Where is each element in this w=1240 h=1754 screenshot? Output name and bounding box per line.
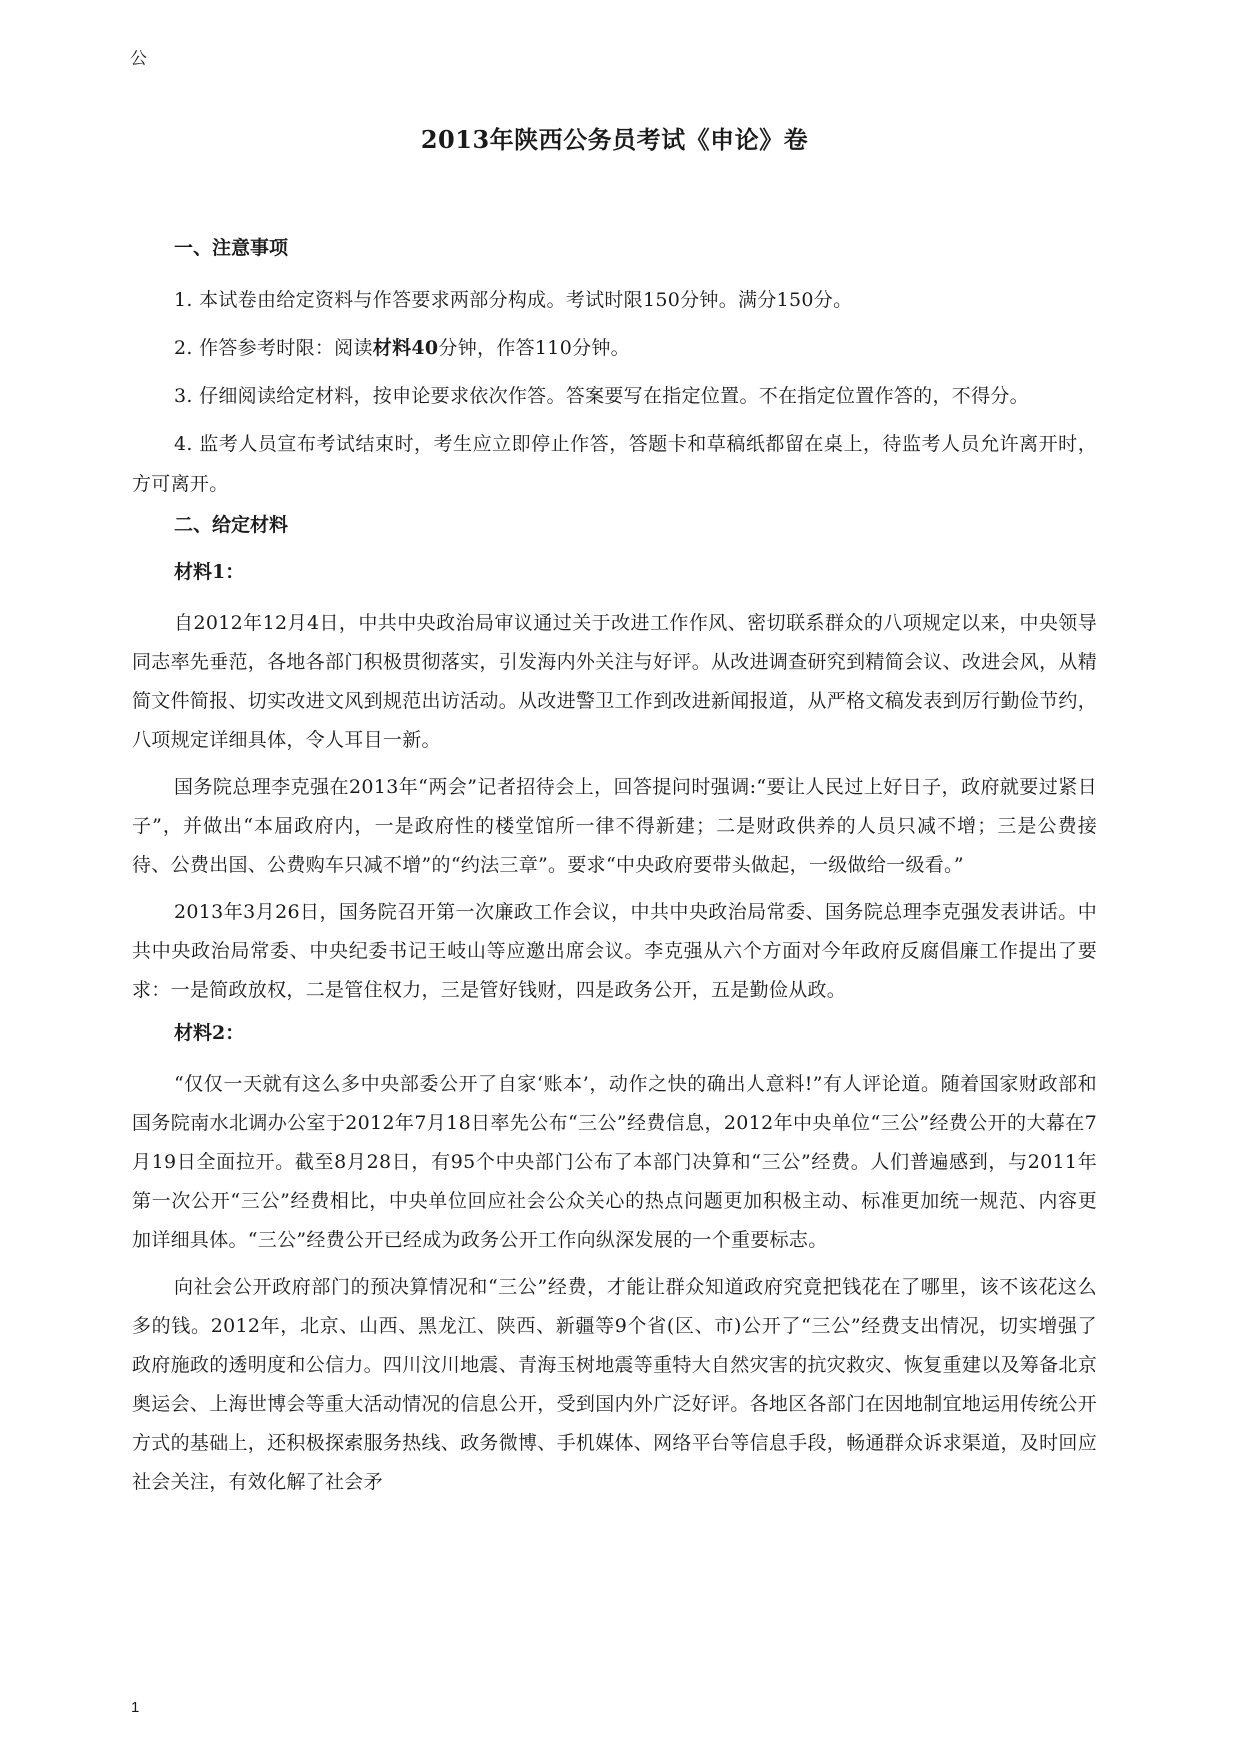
notice-item-1: 1. 本试卷由给定资料与作答要求两部分构成。考试时限150分钟。满分150分。 (174, 289, 853, 311)
notice-item-2-bold: 材料40 (372, 337, 439, 359)
section2-heading: 二、给定材料 (174, 514, 289, 536)
section1-heading: 一、注意事项 (174, 237, 289, 259)
notice-item-2 (132, 328, 1097, 368)
material2-paragraph: “仅仅一天就有这么多中央部委公开了自家‘账本’，动作之快的确出人意料!”有人评论道。随着国家财政部和国务院南水北调办公室于2012年7月18日率先公布“三公”经费信息，2012年中央单位“三公”经费公开的大幕在7月19日全面拉开。截至8月28日，有95个中央部门公布了本部门决算和“三公”经费。人们普遍感到，与2011年第一次公开“三公”经费相比，中央单位回应社会公众关心的热点问题更加积极主动、标准更加统一规范、内容更加详细具体。“三公”经费公开已经成为政务公开工作向纵深发展的一个重要标志。 (132, 1073, 1097, 1251)
page-title: 2013年陕西公务员考试《申论》卷 (420, 125, 809, 154)
notice-item-4: 4. 监考人员宣布考试结束时，考生应立即停止作答，答题卡和草稿纸都留在桌上，待监考人员允许离开时，方可离开。 (132, 433, 1097, 495)
header-mark: 公 (130, 49, 147, 69)
notice-item-2-suffix: 分钟，作答110分钟。 (438, 337, 630, 359)
material1-paragraph: 国务院总理李克强在2013年“两会”记者招待会上，回答提问时强调:“要让人民过上好日子，政府就要过紧日子”，并做出“本届政府内，一是政府性的楼堂馆所一律不得新建；二是财政供养的人员只减不增；三是公费接待、公费出国、公费购车只减不增”的“约法三章”。要求“中央政府要带头做起，一级做给一级看。” (132, 776, 1097, 876)
material1-label: 材料1： (174, 561, 245, 583)
notice-item-2-prefix: 2. 作答参考时限：阅读 (174, 337, 373, 359)
notice-item-3: 3. 仔细阅读给定材料，按申论要求依次作答。答案要写在指定位置。不在指定位置作答的，不得分。 (174, 385, 1029, 407)
page-number: 1 (131, 1699, 140, 1716)
material2-label: 材料2： (174, 1022, 245, 1044)
material2-paragraph: 向社会公开政府部门的预决算情况和“三公”经费，才能让群众知道政府究竟把钱花在了哪里，该不该花这么多的钱。2012年，北京、山西、黑龙江、陕西、新疆等9个省(区、市)公开了“三公”经费支出情况，切实增强了政府施政的透明度和公信力。四川汶川地震、青海玉树地震等重特大自然灾害的抗灾救灾、恢复重建以及筹备北京奥运会、上海世博会等重大活动情况的信息公开，受到国内外广泛好评。各地区各部门在因地制宜地运用传统公开方式的基础上，还积极探索服务热线、政务微博、手机媒体、网络平台等信息手段，畅通群众诉求渠道，及时回应社会关注，有效化解了社会矛 (132, 1276, 1098, 1493)
document-body (132, 120, 1097, 1510)
material1-paragraph: 2013年3月26日，国务院召开第一次廉政工作会议，中共中央政治局常委、国务院总理李克强发表讲话。中共中央政治局常委、中央纪委书记王岐山等应邀出席会议。李克强从六个方面对今年政府反腐倡廉工作提出了要求：一是简政放权，二是管住权力，三是管好钱财，四是政务公开，五是勤俭从政。 (132, 901, 1097, 1001)
material1-paragraph: 自2012年12月4日，中共中央政治局审议通过关于改进工作作风、密切联系群众的八项规定以来，中央领导同志率先垂范，各地各部门积极贯彻落实，引发海内外关注与好评。从改进调查研究到精简会议、改进会风，从精简文件简报、切实改进文风到规范出访活动。从改进警卫工作到改进新闻报道，从严格文稿发表到厉行勤俭节约，八项规定详细具体，令人耳目一新。 (132, 612, 1098, 751)
